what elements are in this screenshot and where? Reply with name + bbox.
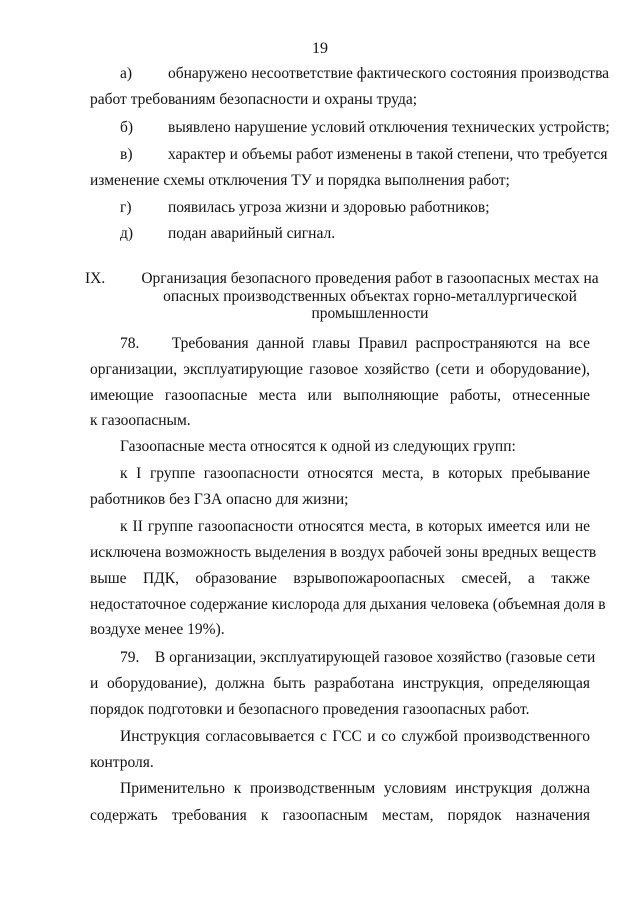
paragraph-line: контроля. xyxy=(90,754,154,771)
paragraph-line: работников без ГЗА опасно для жизни; xyxy=(90,491,349,508)
list-item-text: обнаружено несоответствие фактического состояния производства xyxy=(168,65,610,82)
list-item-text: изменение схемы отключения ТУ и порядка выполнения работ; xyxy=(90,172,510,189)
list-label: б) xyxy=(120,119,134,136)
paragraph-line: Инструкция согласовывается с ГСС и со службой производственного xyxy=(120,728,590,745)
paragraph-line: 79. В организации, эксплуатирующей газовое хозяйство (газовые сети xyxy=(120,649,596,666)
paragraph-line: порядок подготовки и безопасного проведения газоопасных работ. xyxy=(90,701,530,718)
paragraph-line: исключена возможность выделения в воздух рабочей зоны вредных веществ xyxy=(90,544,597,561)
paragraph-line: 78. Требования данной главы Правил распространяются на все xyxy=(120,335,590,352)
paragraph-line: воздухе менее 19%). xyxy=(90,621,225,638)
list-item-text: работ требованиям безопасности и охраны труда; xyxy=(90,91,418,108)
paragraph-line: организации, эксплуатирующие газовое хозяйство (сети и оборудование), xyxy=(90,361,590,378)
paragraph-line: к I группе газоопасности относятся места, в которых пребывание xyxy=(120,465,590,482)
paragraph-line: Применительно к производственным условиям инструкция должна xyxy=(120,780,590,797)
list-label: а) xyxy=(120,65,133,82)
list-item-text: характер и объемы работ изменены в такой степени, что требуется xyxy=(168,146,608,163)
list-item-text: выявлено нарушение условий отключения технических устройств; xyxy=(168,119,610,136)
list-item-text: появилась угроза жизни и здоровью работников; xyxy=(168,199,490,216)
paragraph-line: недостаточное содержание кислорода для дыхания человека (объемная доля в xyxy=(90,596,606,613)
section-title-line: промышленности xyxy=(311,305,429,322)
paragraph-line: к газоопасным. xyxy=(90,412,191,429)
list-label: г) xyxy=(120,199,132,216)
section-title-line: опасных производственных объектах горно-металлургической xyxy=(163,288,577,305)
paragraph-line: Газоопасные места относятся к одной из следующих групп: xyxy=(120,438,516,455)
paragraph-line: к II группе газоопасности относятся места, в которых имеется или не xyxy=(120,518,590,535)
section-number: IX. xyxy=(85,270,106,287)
paragraph-line: содержать требования к газоопасным местам, порядок назначения xyxy=(90,807,590,824)
list-item-text: подан аварийный сигнал. xyxy=(168,225,336,242)
section-title-line: Организация безопасного проведения работ в газоопасных местах на xyxy=(141,270,599,287)
paragraph-line: имеющие газоопасные места или выполняющие работы, отнесенные xyxy=(90,387,590,404)
paragraph-line: выше ПДК, образование взрывопожароопасных смесей, а также xyxy=(90,570,590,587)
paragraph-line: и оборудование), должна быть разработана инструкция, определяющая xyxy=(90,675,590,692)
page-number: 19 xyxy=(312,40,328,57)
list-label: д) xyxy=(120,225,134,242)
list-label: в) xyxy=(120,146,133,163)
